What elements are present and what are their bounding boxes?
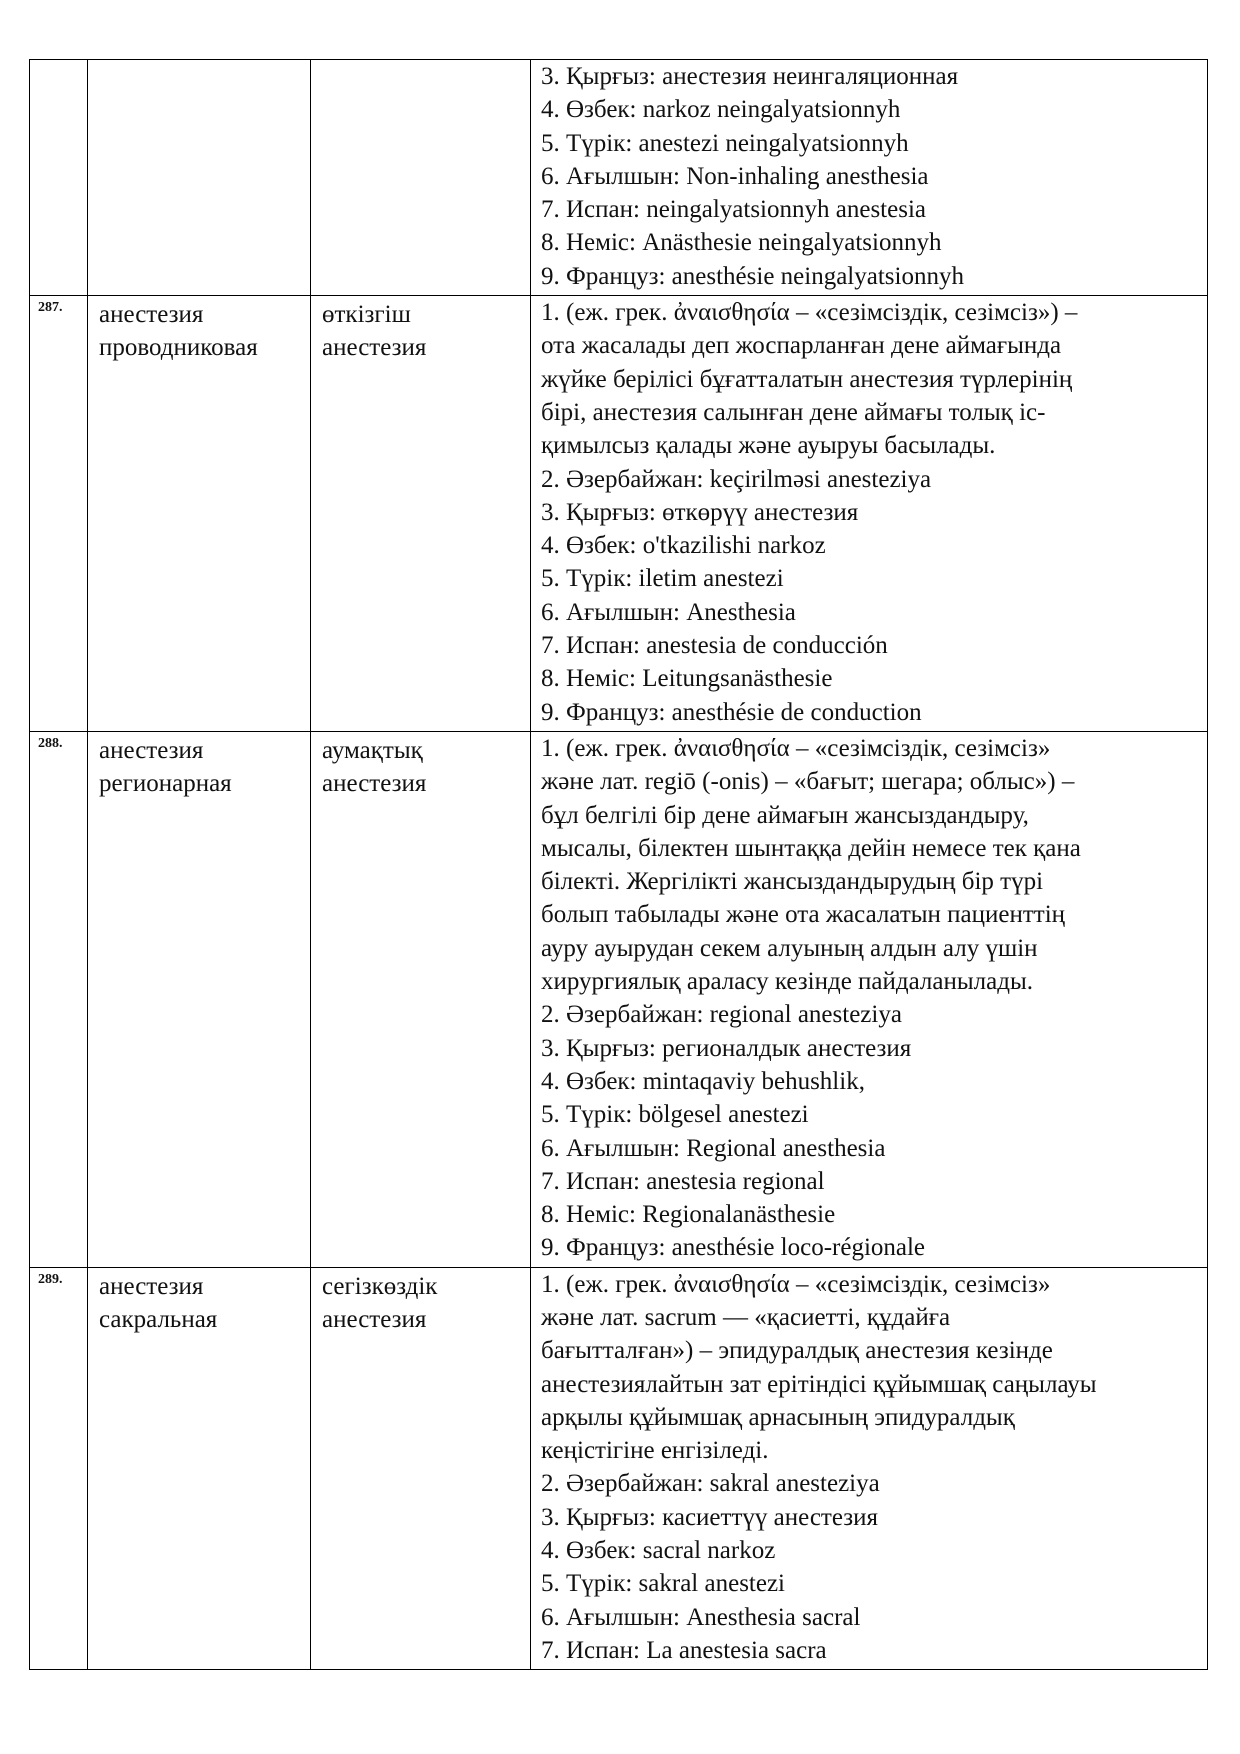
definition-line: 1. (еж. грек. ἀναισθησία – «сезімсіздік, сезімсіз»	[541, 734, 1051, 762]
entry-number: 288.	[30, 731, 88, 1267]
definition-line: арқылы құйымшақ арнасының эпидуралдық	[541, 1403, 1015, 1431]
kazakh-term-cell	[311, 296, 531, 732]
entry-number-cell	[30, 60, 88, 296]
definition-line: анестезиялайтын зат ерітіндісі құйымшақ саңылауы	[541, 1370, 1097, 1398]
kazakh-term-word: анестезия	[322, 1305, 427, 1333]
definition-line: қимылсыз қалады және ауыруы басылады.	[541, 432, 996, 460]
definition-line: 8. Неміс: Leitungsanästhesie	[541, 665, 833, 693]
definition-cell	[531, 1267, 1208, 1670]
definition-line: 4. Өзбек: mintaqaviy behushlik,	[541, 1067, 865, 1095]
russian-term-word: анестезия	[99, 736, 204, 764]
russian-term-word: проводниковая	[99, 334, 258, 362]
russian-term-cell	[88, 296, 311, 732]
definition-line: білекті. Жергілікті жансыздандырудың бір түрі	[541, 868, 1044, 896]
definition-line: 9. Француз: anesthésie neingalyatsionnyh	[541, 262, 964, 290]
definition-line: 7. Испан: neingalyatsionnyh anestesia	[541, 196, 926, 224]
definition-cell	[531, 731, 1208, 1267]
definition-line: 7. Испан: La anestesia sacra	[541, 1636, 827, 1664]
entry-row	[30, 1267, 1208, 1670]
entry-number: 289.	[30, 1267, 88, 1670]
kazakh-term-cell	[311, 1267, 531, 1670]
russian-term-cell	[88, 60, 311, 296]
dictionary-table-body	[30, 60, 1208, 1670]
definition-line: 5. Түрік: iletim anestezi	[541, 565, 784, 593]
definition-line: 5. Түрік: sakral anestezi	[541, 1570, 786, 1598]
definition-line: 2. Әзербайжан: sakral anesteziya	[541, 1470, 880, 1498]
entry-row	[30, 731, 1208, 1267]
russian-term-word: сакральная	[99, 1305, 218, 1333]
definition-line: 1. (еж. грек. ἀναισθησία – «сезімсіздік, сезімсіз») –	[541, 299, 1078, 327]
definition-line: 8. Неміс: Regionalanästhesie	[541, 1201, 836, 1229]
definition-line: 5. Түрік: bölgesel anestezi	[541, 1101, 809, 1129]
definition-line: 4. Өзбек: sacral narkoz	[541, 1537, 776, 1565]
definition-cell	[531, 296, 1208, 732]
definition-line: ауру ауырудан секем алуының алдын алу үшін	[541, 934, 1038, 962]
definition-line: 4. Өзбек: narkoz neingalyatsionnyh	[541, 96, 901, 124]
definition-line: 3. Қырғыз: касиеттүү анестезия	[541, 1503, 878, 1531]
definition-line: 2. Әзербайжан: keçirilməsi anesteziya	[541, 465, 932, 493]
kazakh-term-word: сегізкөздік	[322, 1272, 438, 1300]
definition-line: 9. Француз: anesthésie de conduction	[541, 698, 922, 726]
definition-line: 4. Өзбек: o'tkazilishi narkoz	[541, 532, 826, 560]
definition-line: бағытталған») – эпидуралдық анестезия кезінде	[541, 1337, 1053, 1365]
definition-line: 1. (еж. грек. ἀναισθησία – «сезімсіздік, сезімсіз»	[541, 1270, 1051, 1298]
definition-line: 9. Француз: anesthésie loco-régionale	[541, 1234, 926, 1262]
kazakh-term-word: анестезия	[322, 334, 427, 362]
definition-line: 8. Неміс: Anästhesie neingalyatsionnyh	[541, 229, 942, 257]
definition-line: 3. Қырғыз: регионалдык анестезия	[541, 1034, 912, 1062]
definition-line: жүйке берілісі бұғатталатын анестезия түрлерінің	[541, 365, 1073, 393]
definition-cell	[531, 60, 1208, 296]
definition-line: 3. Қырғыз: өткөрүү анестезия	[541, 498, 859, 526]
entry-number: 287.	[30, 296, 88, 732]
definition-line: 6. Ағылшын: Anesthesia	[541, 598, 796, 626]
definition-line: 5. Түрік: anestezi neingalyatsionnyh	[541, 129, 909, 157]
russian-term-cell	[88, 1267, 311, 1670]
kazakh-term-cell	[311, 731, 531, 1267]
definition-line: 6. Ағылшын: Non-inhaling anesthesia	[541, 162, 929, 190]
definition-line: 7. Испан: anestesia regional	[541, 1167, 825, 1195]
definition-line: 2. Әзербайжан: regional anesteziya	[541, 1001, 902, 1029]
definition-line: және лат. sacrum — «қасиетті, құдайға	[541, 1303, 951, 1331]
kazakh-term-word: аумақтық	[322, 736, 423, 764]
definition-line: және лат. regiō (-onis) – «бағыт; шегара; облыс») –	[541, 768, 1075, 796]
definition-line: бірі, анестезия салынған дене аймағы толық іс-	[541, 398, 1046, 426]
definition-line: болып табылады және ота жасалатын пациенттің	[541, 901, 1066, 929]
kazakh-term-cell	[311, 60, 531, 296]
definition-line: 7. Испан: anestesia de conducción	[541, 632, 888, 660]
russian-term-cell	[88, 731, 311, 1267]
russian-term-word: анестезия	[99, 301, 204, 329]
continuation-row	[30, 60, 1208, 296]
definition-line: 3. Қырғыз: анестезия неингаляционная	[541, 63, 959, 90]
definition-line: хирургиялық араласу кезінде пайдаланылады.	[541, 968, 1034, 996]
definition-line: 6. Ағылшын: Anesthesia sacral	[541, 1603, 861, 1631]
definition-line: кеңістігіне енгізіледі.	[541, 1437, 769, 1465]
dictionary-table	[29, 59, 1208, 1670]
definition-line: 6. Ағылшын: Regional anesthesia	[541, 1134, 886, 1162]
russian-term-word: анестезия	[99, 1272, 204, 1300]
kazakh-term-word: өткізгіш	[322, 301, 411, 329]
definition-line: ота жасалады деп жоспарланған дене аймағында	[541, 332, 1062, 360]
definition-line: мысалы, білектен шынтаққа дейін немесе тек қана	[541, 834, 1081, 862]
russian-term-word: регионарная	[99, 770, 232, 798]
kazakh-term-word: анестезия	[322, 770, 427, 798]
definition-line: бұл белгілі бір дене аймағын жансыздандыру,	[541, 801, 1029, 829]
entry-row	[30, 296, 1208, 732]
